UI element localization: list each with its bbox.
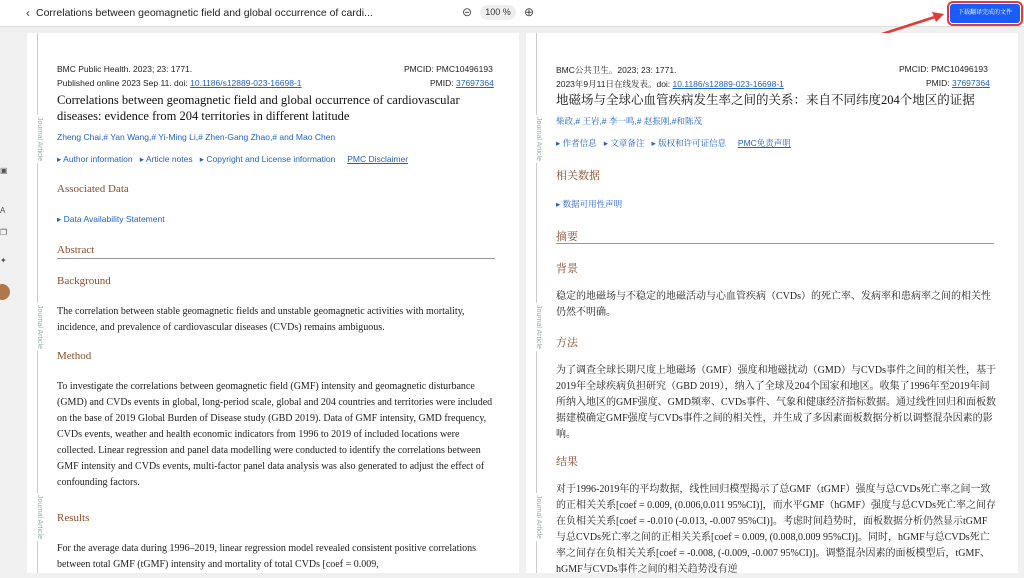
copy-icon[interactable]: ❐ <box>0 228 8 237</box>
pmcid: PMCID: PMC10496193 <box>404 64 493 74</box>
article-notes-link[interactable]: ▸ Article notes <box>139 154 193 164</box>
ai-icon[interactable]: ✦ <box>0 256 7 265</box>
article-title: 地磁场与全球心血管疾病发生率之间的关系：来自不同纬度204个地区的证据 <box>556 93 975 107</box>
pmc-disclaimer-link[interactable]: PMC Disclaimer <box>347 154 409 164</box>
author-info-link[interactable]: ▸ Author information <box>57 154 133 164</box>
pmc-disclaimer-link[interactable]: PMC免责声明 <box>737 138 791 148</box>
published-line: 2023年9月11日在线发表。doi: 10.1186/s12889-023-16698-1 <box>556 79 784 89</box>
zoom-level[interactable]: 100 % <box>480 5 516 20</box>
journal-citation: BMC Public Health. 2023; 23: 1771. <box>57 64 193 74</box>
zoom-out-icon[interactable]: ⊝ <box>461 5 473 19</box>
author-info-link[interactable]: ▸ 作者信息 <box>556 138 597 148</box>
pmid: PMID: 37697364 <box>926 78 990 88</box>
side-toolbar <box>0 160 16 310</box>
published-line: Published online 2023 Sep 11. doi: 10.1186/s12889-023-16698-1 <box>57 78 302 88</box>
chevron-left-icon[interactable]: ‹ <box>26 6 30 20</box>
results-heading: 结果 <box>556 456 578 468</box>
article-title: Correlations between geomagnetic field and global occurrence of cardiovascular diseases: evidence from 204 territories in different latitude <box>57 93 460 123</box>
journal-label: Journal Article <box>36 495 43 539</box>
info-links <box>556 137 791 149</box>
journal-label: Journal Article <box>535 495 542 539</box>
results-text: 对于1996-2019年的平均数据，线性回归模型揭示了总GMF（tGMF）强度与总CVDs死亡率之间一致的正相关关系[coef = 0.009, (0.006,0.011 95%CI)]，而水平GMF（hGMF）强度与总CVDs死亡率之间存在负相关关系[coef = -0.010 (-0.013, -0.007 95%CI)]。考虑时间趋势时，面板数据分析仍然显示tGMF与总CVDs死亡率之间的正相关关系[coef = 0.009, (0.008,0.009 95%CI)]。同时，hGMF与总CVDs死亡率之间存在负相关关系[coef = -0.008, (-0.009, -0.007 95%CI)]。调整混杂因素的面板模型后，tGMF、hGMF与CVDs事件之间的相关趋势没有逆 <box>556 484 996 575</box>
method-text: 为了调查全球长期尺度上地磁场（GMF）强度和地磁扰动（GMD）与CVDs事件之间的相关性，基于2019年全球疾病负担研究（GBD 2019），纳入了全球及204个国家和地区。收集了1996年至2019年间所纳入地区的GMF强度、GMD频率、CVDs事件、气象和健康经济指标数据。通过线性回归和面板数据建模确定GMF强度与CVDs事件之间的相关性，并生成了多因素面板数据分析以调整混杂因素的影响。 <box>556 365 997 440</box>
translated-page[interactable] <box>526 33 1018 573</box>
results-heading: Results <box>57 512 90 524</box>
info-links <box>57 154 408 165</box>
avatar[interactable] <box>0 284 10 300</box>
toolbar <box>0 0 1024 27</box>
background-heading: 背景 <box>556 263 578 275</box>
font-icon[interactable]: A <box>0 206 6 215</box>
copyright-link[interactable]: ▸ Copyright and License information <box>199 154 336 164</box>
method-text: To investigate the correlations between geomagnetic field (GMF) intensity and geomagnetic disturbance (GMD) and CVDs events in global, long-period scale, global and 204 countries and territories were included on the base of 2019 Global Burden of Disease study (GBD 2019). Data of GMF intensity, GMD frequency, CVDs events, weather and health economic indicators from 1996 to 2019 of included locations were collected. Linear regression and panel data modelling were conducted to identify the correlations between GMF intensity and CVDs events, multi-factor panel data analysis was also generated to adjust the effect of confounding factors. <box>57 381 493 488</box>
journal-label: Journal Article <box>36 117 43 161</box>
journal-label: Journal Article <box>36 305 43 349</box>
background-text: 稳定的地磁场与不稳定的地磁活动与心血管疾病（CVDs）的死亡率、发病率和患病率之间的相关性仍然不明确。 <box>556 291 992 318</box>
pmid: PMID: 37697364 <box>430 78 494 88</box>
pmid-link[interactable]: 37697364 <box>455 78 494 88</box>
background-heading: Background <box>57 275 111 287</box>
abstract-heading: 摘要 <box>556 231 578 243</box>
associated-data-heading: 相关数据 <box>556 170 600 182</box>
zoom-in-icon[interactable]: ⊕ <box>523 5 535 19</box>
article-notes-link[interactable]: ▸ 文章备注 <box>603 138 645 148</box>
journal-label: Journal Article <box>535 305 542 349</box>
doi-link[interactable]: 10.1186/s12889-023-16698-1 <box>190 78 302 88</box>
method-heading: 方法 <box>556 337 578 349</box>
associated-data-heading: Associated Data <box>57 183 129 195</box>
pmid-link[interactable]: 37697364 <box>951 78 990 88</box>
translate-icon[interactable]: ▣ <box>0 166 8 175</box>
original-page[interactable] <box>27 33 519 573</box>
data-availability-link[interactable]: ▸ Data Availability Statement <box>57 214 165 224</box>
document-title: Correlations between geomagnetic field and global occurrence of cardi... <box>36 7 373 19</box>
download-translated-button[interactable]: 下载翻译完成的文件 <box>950 4 1020 23</box>
background-text: The correlation between stable geomagnetic fields and unstable geomagnetic activities with mortality, incidence, and prevalence of cardiovascular diseases (CVDs) remains ambiguous. <box>57 306 465 333</box>
copyright-link[interactable]: ▸ 版权和许可证信息 <box>651 138 727 148</box>
divider <box>556 243 994 244</box>
method-heading: Method <box>57 350 92 362</box>
results-text: For the average data during 1996–2019, linear regression model revealed consistent positive correlations between total GMF (tGMF) intensity and mortality of total CVDs [coef = 0.009, <box>57 543 477 570</box>
journal-label: Journal Article <box>535 117 542 161</box>
author-list[interactable]: Zheng Chai,# Yan Wang,# Yi-Ming Li,# Zhen-Gang Zhao,# and Mao Chen <box>57 132 336 142</box>
pmcid: PMCID: PMC10496193 <box>899 64 988 74</box>
doi-link[interactable]: 10.1186/s12889-023-16698-1 <box>672 79 784 89</box>
journal-citation: BMC公共卫生。2023; 23: 1771. <box>556 65 677 75</box>
data-availability-link[interactable]: ▸ 数据可用性声明 <box>556 199 623 209</box>
divider <box>57 258 495 259</box>
abstract-heading: Abstract <box>57 244 95 256</box>
author-list[interactable]: 柴政,# 王岩,# 李一鸣,# 赵振刚,#和陈茂 <box>556 116 702 126</box>
